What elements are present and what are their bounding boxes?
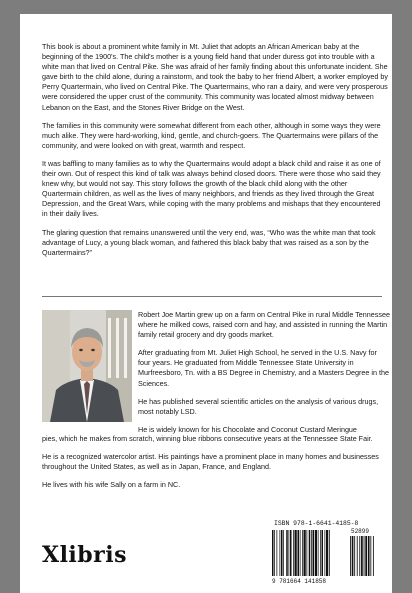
barcode-icon: [270, 528, 388, 584]
section-divider: [42, 296, 382, 297]
author-photo: [42, 310, 132, 422]
blurb-paragraph-4: The glaring question that remains unanswered until the very end, was, “Who was the white man that took advantage of Lucy, a young black woman, and fathered this black baby that was raised as a son by the Quartermains?”: [42, 227, 376, 257]
price-code: 52899: [350, 528, 370, 535]
author-bio-beside-photo: [138, 310, 390, 435]
bio-paragraph-4-start: He is widely known for his Chocolate and Coconut Custard Meringue: [138, 424, 357, 434]
blurb-paragraph-1: This book is about a prominent white family in Mt. Juliet that adopts an African American baby at the beginning of the 1900's. The child's mother is a young field hand that under duress got into trouble with a white man that lived on Central Pike. She was afraid of her family finding about this unfortunate incident. She gave birth to the child alone, during a rainstorm, and took the baby to her friend Albert, a worker employed by Perry Quartermain, who lived on Central Pike. The Quartermains, who ran a dairy, and were very prosperous were considered the upper crust of the community. This community was located almost midway between Lebanon on the East, and the Stones River Bridge on the West.: [42, 42, 388, 112]
back-cover-page: [20, 14, 392, 593]
ean-digits: 9 781664 141858: [272, 578, 327, 584]
bio-paragraph-4-rest: pies, which he makes from scratch, winning blue ribbons consecutive years at the Tennessee State Fair.: [42, 434, 373, 443]
publisher-logo: Xlibris: [42, 542, 128, 568]
bio-paragraph-2: After graduating from Mt. Juliet High School, he served in the U.S. Navy for four years. He graduated from Middle Tennessee State University in Murfreesboro, Tn. with a BS Degree in Chemistry, and a Masters Degree in the Sciences.: [138, 348, 390, 388]
author-photo-icon: [42, 310, 132, 422]
bio-paragraph-3: He has published several scientific articles on the analysis of various drugs, most notably LSD.: [138, 396, 379, 416]
author-bio-full-width: [42, 434, 388, 498]
bio-paragraph-5: He is a recognized watercolor artist. His paintings have a prominent place in many homes and businesses throughout the United States, as well as in Japan, France, and England.: [42, 452, 379, 472]
book-blurb: [42, 42, 388, 266]
bio-paragraph-6: He lives with his wife Sally on a farm in NC.: [42, 480, 181, 490]
blurb-paragraph-3: It was baffling to many families as to why the Quartermains would adopt a black child and raise it as one of their own. Out of respect this kind of talk was always behind closed doors. There were those who said they knew why, but would not say. This story follows the growth of the black child along with the other Quartermain children, as well as the lives of many neighbors, and friends as they lived through the Great Depression, and the Great Wars, while coping with the many problems and mishaps that they encountered in their daily lives.: [42, 158, 381, 219]
blurb-paragraph-2: The families in this community were somewhat different from each other, although in some ways they were much alike. They were hard-working, kind, gentle, and church-goers. The Quartermains were pillars of the community, and were looked on with great, warmth and respect.: [42, 120, 381, 150]
isbn-label: ISBN 978-1-6641-4185-8: [274, 520, 359, 527]
isbn-barcode: [270, 520, 388, 584]
bio-paragraph-1: Robert Joe Martin grew up on a farm on Central Pike in rural Middle Tennessee where he milked cows, raised corn and hay, and assisted in running the Martin family retail grocery and dry goods market.: [138, 310, 390, 340]
